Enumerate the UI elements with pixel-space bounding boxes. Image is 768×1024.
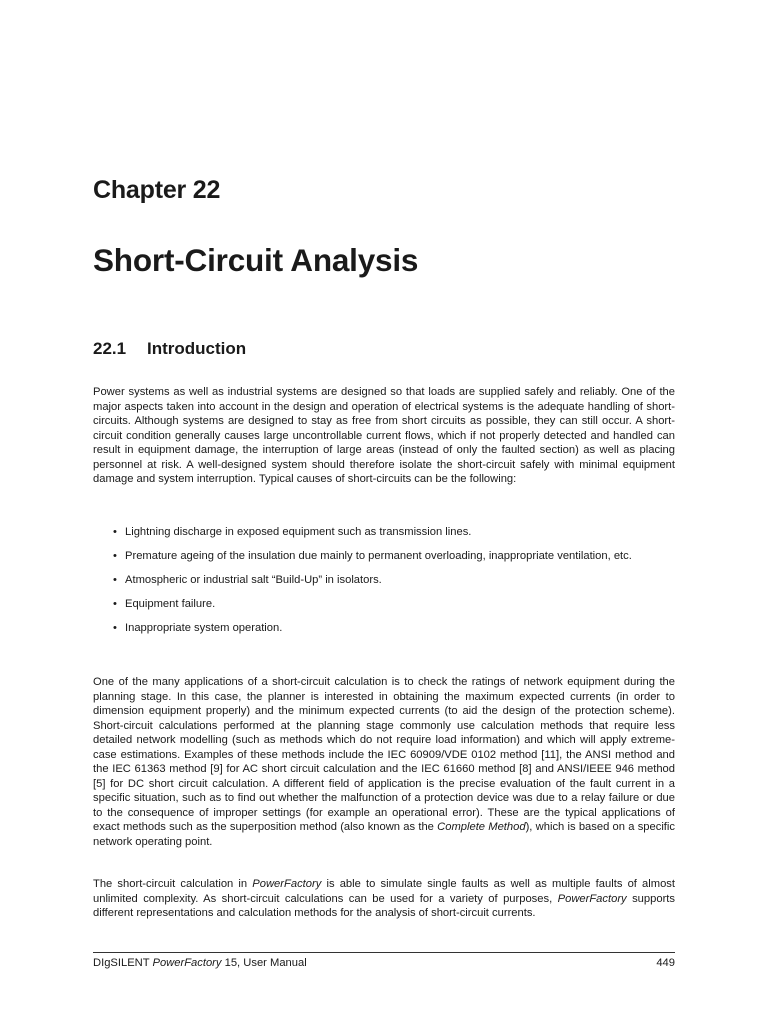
emphasis-text: PowerFactory — [252, 878, 322, 890]
chapter-title: Short-Circuit Analysis — [93, 242, 419, 278]
bullet-mark: • — [113, 550, 117, 563]
list-item — [93, 621, 675, 636]
paragraph-text: The short-circuit calculation in — [93, 878, 253, 890]
bullet-mark: • — [113, 598, 117, 611]
footer-text: 15, User Manual — [221, 957, 307, 969]
page-number: 449 — [656, 957, 675, 969]
footer-product: PowerFactory — [152, 957, 222, 969]
bullet-mark: • — [113, 574, 117, 587]
list-item — [93, 525, 675, 540]
list-item-text: Atmospheric or industrial salt “Build-Up” in isolators. — [125, 574, 382, 587]
applications-paragraph — [93, 675, 675, 850]
intro-paragraph: Power systems as well as industrial systems are designed so that loads are supplied safely and reliably. One of the major aspects taken into account in the design and operation of electrical systems is the adequate handling of short-circuits. Although systems are designed to stay as free from short circuits as possible, they can still occur. A short-circuit condition generally causes large uncontrollable current flows, which if not properly detected and handled can result in equipment damage, the interruption of large areas (instead of only the faulted section) as well as placing personnel at risk. A well-designed system should therefore isolate the short-circuit safely with minimal equipment damage and system interruption. Typical causes of short-circuits can be the following: — [93, 386, 675, 486]
paragraph-text: supports different representations and calculation methods for the analysis of short-circuit currents. — [93, 892, 675, 920]
paragraph-text: ), which is based on a specific network operating point. — [93, 821, 675, 849]
list-item-text: Inappropriate system operation. — [125, 622, 283, 635]
footer-text: DIgSILENT — [93, 957, 153, 969]
list-item-text: Premature ageing of the insulation due mainly to permanent overloading, inappropriate ventilation, etc. — [125, 550, 632, 563]
list-item — [93, 573, 675, 588]
list-item-text: Equipment failure. — [125, 598, 216, 611]
paragraph-text: is able to simulate single faults as well as multiple faults of almost unlimited complexity. As short-circuit calculations can be used for a variety of purposes, — [93, 878, 676, 905]
list-item — [93, 549, 675, 564]
bullet-mark: • — [113, 622, 117, 635]
emphasis-text: PowerFactory — [557, 892, 627, 905]
list-item — [93, 597, 675, 612]
document-page — [93, 0, 675, 1024]
section-number: 22.1 — [93, 339, 127, 358]
paragraph-text: One of the many applications of a short-circuit calculation is to check the ratings of network equipment during the planning stage. In this case, the planner is interested in obtaining the maximum expected currents (in order to dimension equipment properly) and the minimum expected currents (to aid the design of the protection scheme). Short-circuit calculations performed at the planning stage commonly use calculation methods that require less detailed network modelling (such as methods which do not require load information) and which will apply extreme-case estimations. Examples of these methods include the IEC 60909/VDE 0102 method [11], the ANSI method and the IEC 61363 method [9] for AC short circuit calculation and the IEC 61660 method [8] and ANSI/IEEE 946 method [5] for DC short circuit calculation. A different field of application is the precise evaluation of the fault current in a specific situation, such as to find out whether the malfunction of a protection device was due to a relay failure or due to the consequence of improper settings (for example an operational error). These are the typical applications of exact methods such as the superposition method (also known as the — [93, 676, 675, 834]
bullet-mark: • — [113, 526, 117, 538]
section-title: Introduction — [147, 339, 247, 358]
powerfactory-paragraph — [93, 877, 675, 921]
causes-list — [93, 525, 675, 645]
footer-title — [93, 957, 307, 969]
footer-divider — [93, 952, 675, 953]
list-item-text: Lightning discharge in exposed equipment such as transmission lines. — [125, 526, 472, 538]
chapter-label: Chapter 22 — [93, 176, 221, 204]
emphasis-text: Complete Method — [437, 821, 526, 834]
section-heading — [93, 339, 246, 359]
